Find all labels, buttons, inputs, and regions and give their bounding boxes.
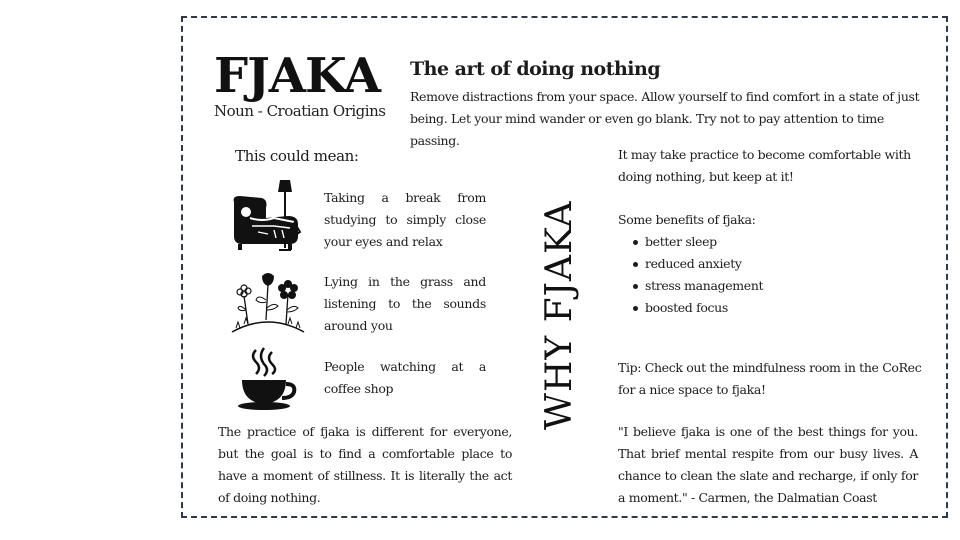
benefits-list (617, 231, 923, 319)
list-item: stress management (645, 275, 923, 297)
list-item: better sleep (645, 231, 923, 253)
art-title: The art of doing nothing (410, 58, 661, 80)
item-text-break: Taking a break from studying to simply close your eyes and relax (324, 190, 486, 249)
flowers-in-grass-icon (230, 270, 306, 334)
practice-intro: It may take practice to become comfortable with doing nothing, but keep at it! (618, 147, 911, 184)
practice-paragraph: The practice of fjaka is different for everyone, but the goal is to find a comfortable place to have a moment of stillness. It is literally the act of doing nothing. (218, 424, 512, 505)
steaming-coffee-cup-icon (236, 346, 300, 412)
word-origin: Noun - Croatian Origins (214, 102, 386, 120)
why-fjaka-vertical-title: WHY FJAKA (539, 200, 580, 430)
item-text-coffee: People watching at a coffee shop (324, 359, 486, 396)
could-mean-heading: This could mean: (235, 147, 359, 165)
benefits-heading: Some benefits of fjaka: (618, 212, 756, 227)
carmen-quote: "I believe fjaka is one of the best things for you. That brief mental respite from our busy lives. A chance to clean the slate and recharge, if only for a moment." - Carmen, the Dalmatian Coast (618, 424, 918, 505)
fjaka-title: FJAKA (214, 48, 381, 104)
corec-tip: Tip: Check out the mindfulness room in the CoRec for a nice space to fjaka! (618, 360, 922, 397)
relaxing-in-armchair-icon (228, 178, 310, 254)
list-item: boosted focus (645, 297, 923, 319)
item-text-grass: Lying in the grass and listening to the sounds around you (324, 274, 486, 333)
art-description: Remove distractions from your space. Allow yourself to find comfort in a state of just being. Let your mind wander or even go blank. Try not to pay attention to time passing. (410, 89, 920, 148)
list-item: reduced anxiety (645, 253, 923, 275)
